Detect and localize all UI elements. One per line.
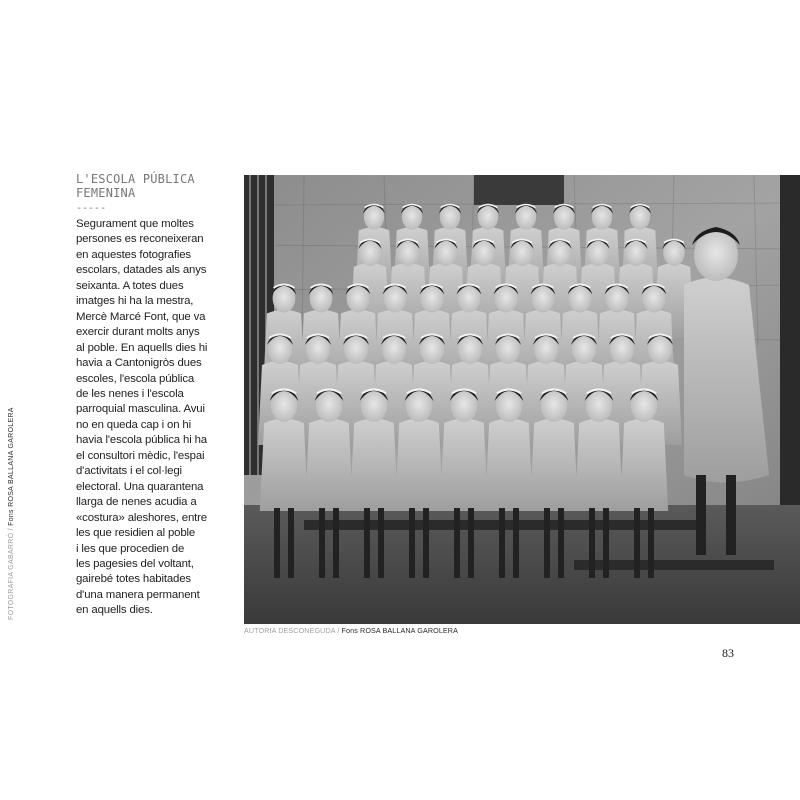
spine-photo-credit bbox=[8, 407, 15, 620]
body-line: havia a Cantonigròs dues bbox=[76, 357, 202, 370]
body-paragraph bbox=[76, 217, 240, 619]
title-separator: ----- bbox=[76, 203, 107, 214]
upper-window bbox=[474, 175, 564, 205]
school-class-photo bbox=[244, 175, 800, 624]
photo-credit-prefix: AUTORIA DESCONEGUDA / bbox=[244, 626, 340, 635]
body-line: imatges hi ha la mestra, bbox=[76, 295, 194, 308]
body-line: escolars, datades als anys bbox=[76, 264, 207, 277]
body-line: d'una manera permanent bbox=[76, 588, 200, 601]
body-line: Segurament que moltes bbox=[76, 218, 194, 230]
body-line: les que residien al poble bbox=[76, 527, 196, 540]
body-line: i les que procedien de bbox=[76, 542, 185, 555]
body-line: Mercè Marcé Font, que va bbox=[76, 310, 206, 323]
section-title-line-2: FEMENINA bbox=[76, 186, 136, 200]
body-line: les pagesies del voltant, bbox=[76, 557, 194, 570]
body-line: no en queda cap i on hi bbox=[76, 418, 191, 431]
body-line: d'activitats i el col·legi bbox=[76, 465, 182, 478]
body-line: llarga de nenes acudia a bbox=[76, 496, 197, 509]
body-line: gairebé totes habitades bbox=[76, 573, 191, 586]
body-line: al poble. En aquells dies hi bbox=[76, 341, 208, 354]
body-line: exercir durant molts anys bbox=[76, 326, 200, 339]
page-number: 83 bbox=[722, 646, 734, 660]
body-line: de les nenes i l'escola bbox=[76, 387, 184, 400]
body-line: en aquestes fotografies bbox=[76, 248, 191, 261]
body-line: seixanta. A totes dues bbox=[76, 279, 184, 292]
section-title bbox=[76, 172, 236, 200]
body-line: parroquial masculina. Avui bbox=[76, 403, 205, 416]
body-line: persones es reconeixeran bbox=[76, 233, 204, 246]
body-line: havia l'escola pública hi ha bbox=[76, 434, 207, 447]
body-line: en aquells dies. bbox=[76, 604, 153, 617]
body-line: escoles, l'escola pública bbox=[76, 372, 195, 385]
body-line: electoral. Una quarantena bbox=[76, 480, 204, 493]
body-line: el consultori mèdic, l'espai bbox=[76, 449, 205, 462]
section-title-line-1: L'ESCOLA PÚBLICA bbox=[76, 172, 195, 186]
spine-credit-prefix: FOTOGRAFIA GABARRÓ / bbox=[8, 528, 15, 620]
spine-credit-name: Fons ROSA BALLANA GAROLERA bbox=[8, 407, 15, 526]
photo-illustration bbox=[244, 175, 800, 624]
photo-credit-name: Fons ROSA BALLANA GAROLERA bbox=[341, 626, 458, 635]
photo-credit bbox=[244, 626, 458, 635]
body-line: «costura» aleshores, entre bbox=[76, 511, 207, 524]
